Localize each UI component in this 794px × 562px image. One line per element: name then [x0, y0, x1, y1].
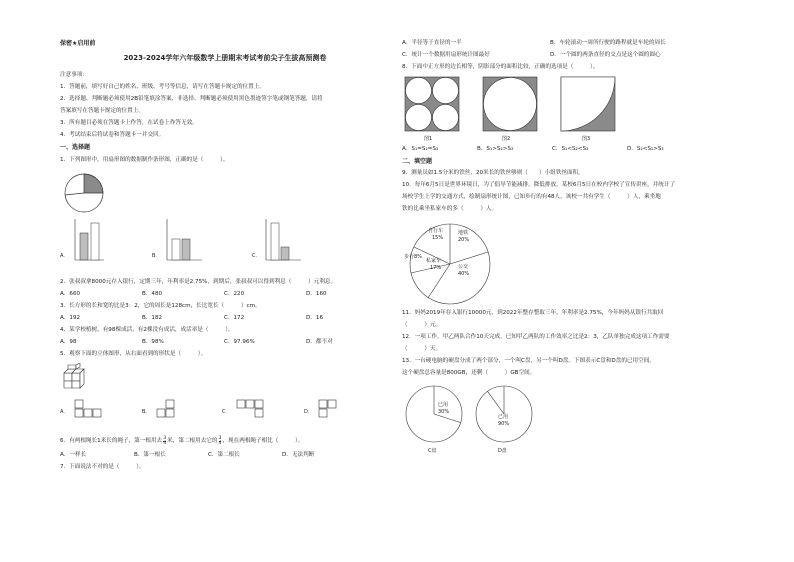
question-11: 11．妈妈2019年存入银行10000元，到2022年整存整取三年，年利率是2.75%，今年妈妈从银行共取回 — [402, 310, 664, 317]
q6-frac-1-top: 3 — [163, 435, 167, 441]
q4-option-d[interactable]: D．都不对 — [306, 338, 333, 345]
q5-view-a — [74, 399, 102, 419]
q6-option-a[interactable]: A．一样长 — [60, 451, 87, 458]
disk-c-used-value: 30% — [438, 409, 450, 416]
question-3: 3．长方形的长和宽的比是3：2，它的周长是128cm，长比宽长（ ）cm。 — [60, 302, 261, 309]
pie-label-walk: 步行8% — [404, 254, 422, 261]
notice-1: 1．答题前，填写好自己的姓名、班级、考号等信息，请写在答题卡规定的位置上。 — [60, 84, 265, 91]
pie-value-bus: 40% — [458, 271, 470, 278]
notice-3: 3．所有题目必须在答题卡上作答，在试卷上作答无效。 — [60, 120, 198, 127]
exam-title: 2023-2024学年六年级数学上册期末考试考前尖子生拔高预测卷 — [123, 53, 327, 62]
pie-label-subway: 地铁 — [458, 230, 469, 237]
q7-option-d[interactable]: D．一个圆的两条直径的交点是这个圆的圆心 — [550, 51, 661, 58]
disk-c-pie — [404, 384, 464, 444]
q8-figures — [402, 76, 737, 146]
q2-option-c[interactable]: C．220 — [224, 290, 245, 297]
q6-frac-1-bottom: 4 — [163, 441, 167, 447]
q8-options — [402, 146, 737, 153]
question-7: 7．下面说法不对的是（ ）。 — [60, 463, 145, 470]
disk-d-used-value: 90% — [498, 421, 510, 428]
q8-figure-2 — [482, 76, 538, 132]
q5-view-d — [318, 399, 338, 419]
pie-label-car: 私家车 — [426, 258, 442, 265]
q6-frac-2-bottom: 4 — [218, 441, 222, 447]
q7-options-row2 — [402, 52, 737, 59]
q5-solid-figure — [62, 363, 90, 389]
q8-option-b[interactable]: B．S₁>S₂>S₃ — [477, 145, 514, 152]
question-12-blank: （ ）天。 — [402, 346, 442, 353]
pie-label-bicycle: 自行车 — [428, 228, 444, 235]
pie-value-subway: 20% — [458, 237, 470, 244]
q5-view-b — [156, 399, 176, 419]
q1-figures — [60, 169, 390, 279]
question-13: 13．一台硬电脑的硬盘分成了两个部分，一个叫C盘，另一个叫D盘。下图表示C盘和D盘的已用空间。 — [402, 358, 655, 365]
notice-2: 2．选择题、判断题必须使用2B铅笔填涂答案，非选择、判断题必须使用黑色墨迹签字笔或钢笔答题，请将 — [60, 96, 323, 103]
q5-option-a[interactable]: A． — [60, 408, 69, 415]
q6-option-c[interactable]: C．第二根长 — [208, 451, 240, 458]
q8-fig-1-label: 图1 — [424, 135, 433, 142]
disk-c-used-label: 已用 — [438, 402, 449, 409]
question-6 — [60, 437, 390, 447]
question-11-blank: （ ）元。 — [402, 322, 442, 329]
notice-4: 4．考试结束后将试卷和答题卡一并交回。 — [60, 132, 165, 139]
q2-options — [60, 291, 390, 298]
q2-option-a[interactable]: A．660 — [60, 290, 81, 297]
disk-d-used-label: 已用 — [498, 414, 509, 421]
q1-option-b[interactable]: B． — [152, 252, 161, 259]
q6-options — [60, 452, 390, 459]
q1-bar-chart-a — [74, 219, 104, 261]
question-12: 12．一项工作，甲乙两队合作10天完成，已知甲乙两队的工作效率之比是2：3，乙队单独完成这项工作需要 — [402, 334, 670, 341]
q4-option-b[interactable]: B．98% — [142, 338, 164, 345]
pie-value-car: 17% — [430, 265, 442, 272]
q6-fraction-2 — [219, 437, 222, 447]
q5-option-b[interactable]: B． — [142, 408, 151, 415]
q6-option-d[interactable]: D．无法判断 — [282, 451, 315, 458]
section-choice: 一、选择题 — [60, 144, 91, 152]
question-5: 5．观察下面的立体图形，从右面看到的形状是（ ）。 — [60, 350, 207, 357]
q2-option-d[interactable]: D．160 — [306, 290, 327, 297]
q1-option-a[interactable]: A． — [60, 252, 69, 259]
question-9: 9．测量员如1.5分米的铁丝，20米长的铁丝够则（ ）小组铁丝面积。 — [402, 170, 584, 177]
q1-pie-chart — [62, 171, 106, 215]
q1-bar-chart-b — [166, 219, 202, 261]
q6-text-c: ，现在两根绳子相比（ ）。 — [222, 438, 304, 445]
q8-option-d[interactable]: D．S₂<S₁>S₃ — [627, 145, 664, 152]
q4-options — [60, 339, 390, 346]
disk-c-name: C盘 — [428, 448, 437, 455]
q4-option-a[interactable]: A．98 — [60, 338, 77, 345]
q5-view-c — [236, 399, 264, 419]
q8-option-c[interactable]: C．S₁<S₂<S₃ — [552, 145, 589, 152]
q7-options-row1 — [402, 40, 737, 47]
q10-pie-area — [402, 218, 737, 310]
notice-2b: 答案填写在答题卡规定的位置上。 — [60, 108, 144, 115]
q7-option-a[interactable]: A．半径等于直径的一半 — [402, 40, 462, 46]
notice-header: 注意事项： — [60, 72, 88, 79]
question-4: 4．某学校植树，有98棵成活，有2棵没有成活，成活率是（ ）。 — [60, 326, 234, 333]
right-column — [402, 40, 737, 462]
q8-figure-3 — [560, 76, 616, 132]
q1-bar-chart-c — [265, 219, 301, 261]
pie-value-bicycle: 15% — [432, 235, 444, 242]
q6-fraction-1 — [163, 437, 166, 447]
q6-text-b: 米，第二根用去它的 — [167, 438, 218, 445]
q8-option-a[interactable]: A．S₁=S₂=S₃ — [402, 145, 439, 152]
q3-option-d[interactable]: D．16 — [306, 314, 324, 321]
question-2: 2．张叔叔拿8000元存入银行，定期三年，年利率是2.75%，到期后，张叔叔可以得到利息（ ）元利息。 — [60, 278, 337, 285]
q3-options — [60, 315, 390, 322]
q3-option-c[interactable]: C．172 — [224, 314, 245, 321]
question-8: 8．下面中正方形的边长相等，阴影部分的面积比较，正确的选项是（ ）。 — [402, 63, 599, 70]
q5-option-c[interactable]: C． — [222, 408, 231, 415]
q6-frac-2-top: 3 — [218, 435, 222, 441]
left-column — [60, 40, 390, 476]
question-10-line-3: 铁的比乘坐私家车的多（ ）人。 — [402, 206, 498, 213]
question-10-line-1: 10．每年6月5日是世界环境日，为了倡导节能减排，降低排放，某校6月5日在校内学校了宣传讲座，并统计了 — [402, 182, 676, 189]
q8-figure-1 — [404, 76, 460, 132]
pie-label-bus: 公交 — [458, 264, 469, 271]
q2-option-b[interactable]: B．480 — [142, 290, 163, 297]
q8-fig-3-label: 图3 — [582, 135, 591, 142]
q5-figures — [60, 363, 390, 437]
q7-option-c[interactable]: C．统计一个数据用扇形统计图最好 — [402, 51, 490, 58]
q5-option-d[interactable]: D． — [304, 408, 313, 415]
q13-disk-charts — [402, 382, 737, 462]
q3-option-a[interactable]: A．192 — [60, 314, 81, 321]
disk-d-name: D盘 — [498, 448, 507, 455]
q10-pie-chart — [402, 220, 498, 308]
q6-option-b[interactable]: B．第一根长 — [134, 451, 166, 458]
section-fill-blank: 二、填空题 — [402, 157, 433, 165]
question-1: 1．下列图形中，用扇形图的数据制作条形图，正确的是（ ）。 — [60, 156, 229, 163]
q3-option-b[interactable]: B．182 — [142, 314, 163, 321]
q6-text-a: 6．有两根绳长1米长的绳子，第一根用去 — [60, 438, 163, 445]
confidential-mark: 保密★启用前 — [60, 40, 96, 47]
q1-option-c[interactable]: C． — [252, 252, 261, 259]
q7-option-b[interactable]: B．车轮滚动一周所行驶的路程就是车轮的周长 — [550, 40, 666, 46]
q4-option-c[interactable]: C．97.96% — [224, 338, 255, 345]
question-10-line-2: 场校学生上学的交通方式，绘制扇形统计图，已知步行的有48人，该校一共有学生（ ）人，乘坐地 — [402, 194, 661, 201]
q8-fig-2-label: 图2 — [502, 135, 511, 142]
question-13-blank: 这个硬盘总容量是800GB，还剩（ ）GB空间。 — [402, 370, 536, 377]
